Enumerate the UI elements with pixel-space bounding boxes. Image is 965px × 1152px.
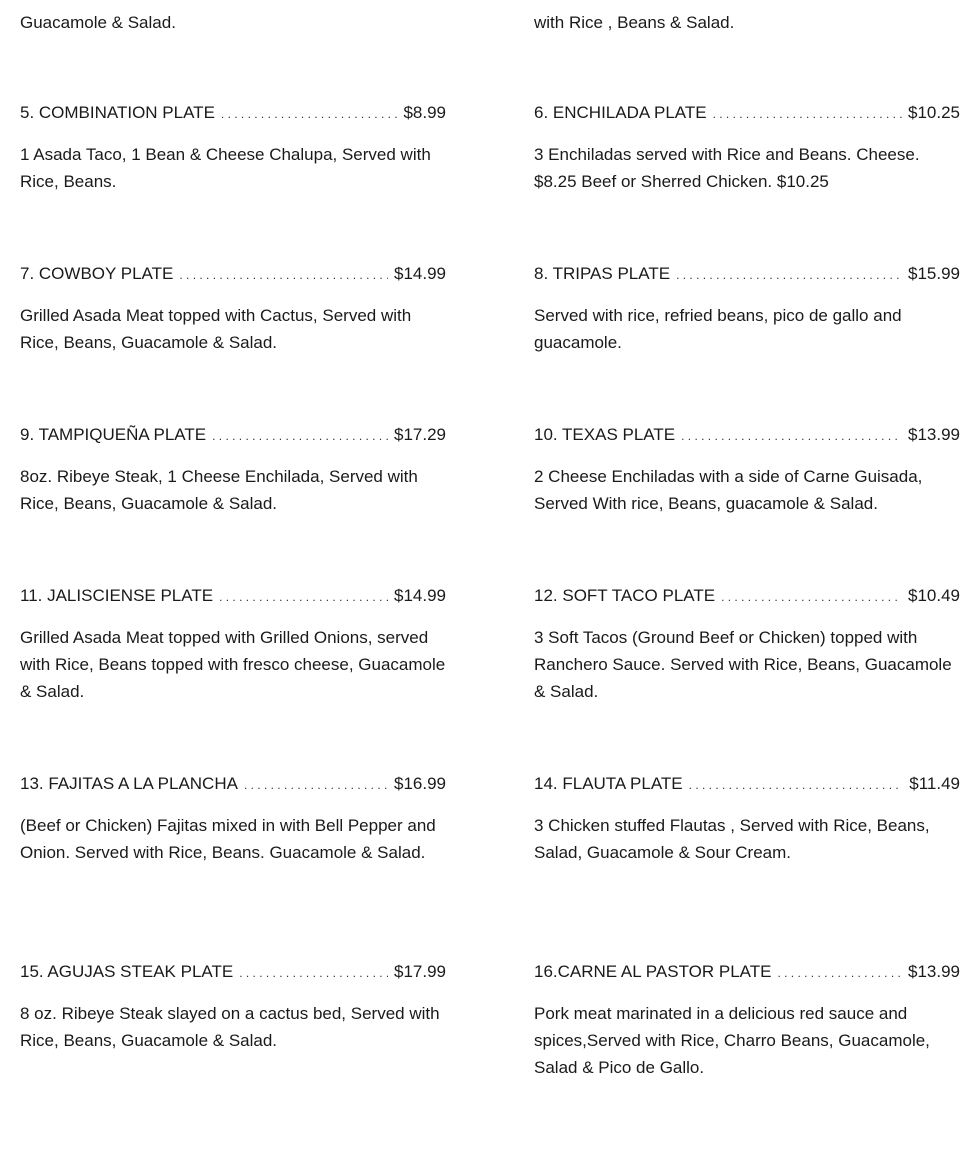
menu-item-name: 11. JALISCIENSE PLATE: [20, 586, 214, 605]
menu-item-header: [20, 960, 446, 985]
menu-item-description: 3 Chicken stuffed Flautas , Served with Rice, Beans, Salad, Guacamole & Sour Cream.: [534, 816, 930, 862]
menu-item-name: 13. FAJITAS A LA PLANCHA: [20, 774, 238, 793]
dot-leader: [676, 263, 902, 287]
dot-leader: [681, 424, 902, 448]
menu-item-name: 12. SOFT TACO PLATE: [534, 586, 716, 605]
menu-item-header: [20, 584, 446, 609]
menu-item-name: 8. TRIPAS PLATE: [534, 264, 671, 283]
menu-item-price: $15.99: [908, 264, 960, 283]
menu-item: [534, 423, 960, 517]
menu-item-header: [534, 262, 960, 287]
menu-item: [534, 584, 960, 705]
item-description-fragment: Guacamole & Salad.: [20, 13, 176, 32]
menu-item-description: Grilled Asada Meat topped with Cactus, Served with Rice, Beans, Guacamole & Salad.: [20, 306, 412, 352]
menu-item-description: 8oz. Ribeye Steak, 1 Cheese Enchilada, Served with Rice, Beans, Guacamole & Salad.: [20, 467, 418, 513]
item-description-fragment: with Rice , Beans & Salad.: [534, 13, 735, 32]
menu-item-name: 9. TAMPIQUEÑA PLATE: [20, 425, 207, 444]
menu-item-description: (Beef or Chicken) Fajitas mixed in with Bell Pepper and Onion. Served with Rice, Beans. Guacamole & Salad.: [20, 816, 436, 862]
menu-item: [20, 772, 446, 866]
menu-item-name: 7. COWBOY PLATE: [20, 264, 174, 283]
menu-item: [20, 101, 446, 195]
menu-item-description: 1 Asada Taco, 1 Bean & Cheese Chalupa, Served with Rice, Beans.: [20, 145, 431, 191]
menu-item-header: [534, 960, 960, 985]
menu-item-price: $13.99: [908, 425, 960, 444]
menu-item: [534, 960, 960, 1081]
menu-item-description: Grilled Asada Meat topped with Grilled Onions, served with Rice, Beans topped with fresco cheese, Guacamole & Salad.: [20, 628, 446, 701]
dot-leader: [221, 102, 398, 126]
menu-item-price: $17.29: [394, 425, 446, 444]
dot-leader: [244, 773, 388, 797]
menu-item: [20, 960, 446, 1054]
menu-item-header: [534, 772, 960, 797]
menu-item-description: 8 oz. Ribeye Steak slayed on a cactus bed, Served with Rice, Beans, Guacamole & Salad.: [20, 1004, 440, 1050]
menu-item-price: $16.99: [394, 774, 446, 793]
menu-item-name: 14. FLAUTA PLATE: [534, 774, 683, 793]
menu-item: [20, 423, 446, 517]
dot-leader: [212, 424, 388, 448]
menu-item-description: 3 Soft Tacos (Ground Beef or Chicken) topped with Ranchero Sauce. Served with Rice, Beans, Guacamole & Salad.: [534, 628, 952, 701]
menu-item-price: $14.99: [394, 586, 446, 605]
dot-leader: [721, 585, 902, 609]
menu-item-description: 3 Enchiladas served with Rice and Beans. Cheese. $8.25 Beef or Sherred Chicken. $10.25: [534, 145, 920, 191]
dot-leader: [239, 961, 388, 985]
menu-item-price: $11.49: [909, 774, 960, 793]
menu-item-description: Pork meat marinated in a delicious red sauce and spices,Served with Rice, Charro Beans, Guacamole, Salad & Pico de Gallo.: [534, 1004, 930, 1077]
menu-item-header: [534, 423, 960, 448]
menu-item-price: $13.99: [908, 962, 960, 981]
menu-item: [20, 584, 446, 705]
menu-item-name: 6. ENCHILADA PLATE: [534, 103, 707, 122]
menu-item-price: $14.99: [394, 264, 446, 283]
dot-leader: [219, 585, 388, 609]
menu-item-header: [534, 101, 960, 126]
dot-leader: [179, 263, 388, 287]
menu-item-description: 2 Cheese Enchiladas with a side of Carne Guisada, Served With rice, Beans, guacamole & Salad.: [534, 467, 923, 513]
menu-item-header: [20, 262, 446, 287]
menu-item-name: 16.CARNE AL PASTOR PLATE: [534, 962, 772, 981]
menu-item-price: $10.25: [908, 103, 960, 122]
menu-item-price: $17.99: [394, 962, 446, 981]
menu-item-price: $10.49: [908, 586, 960, 605]
menu-item-header: [20, 772, 446, 797]
menu-item: [534, 101, 960, 195]
menu-item-description: Served with rice, refried beans, pico de gallo and guacamole.: [534, 306, 902, 352]
menu-item-name: 10. TEXAS PLATE: [534, 425, 676, 444]
menu-item-name: 15. AGUJAS STEAK PLATE: [20, 962, 234, 981]
menu-item-header: [20, 423, 446, 448]
dot-leader: [777, 961, 902, 985]
menu-item-name: 5. COMBINATION PLATE: [20, 103, 215, 122]
dot-leader: [713, 102, 902, 126]
menu-item: [20, 262, 446, 356]
menu-item-price: $8.99: [403, 103, 446, 122]
menu-item: [534, 262, 960, 356]
dot-leader: [689, 773, 904, 797]
menu-item: [534, 772, 960, 866]
menu-item-header: [20, 101, 446, 126]
menu-item-header: [534, 584, 960, 609]
